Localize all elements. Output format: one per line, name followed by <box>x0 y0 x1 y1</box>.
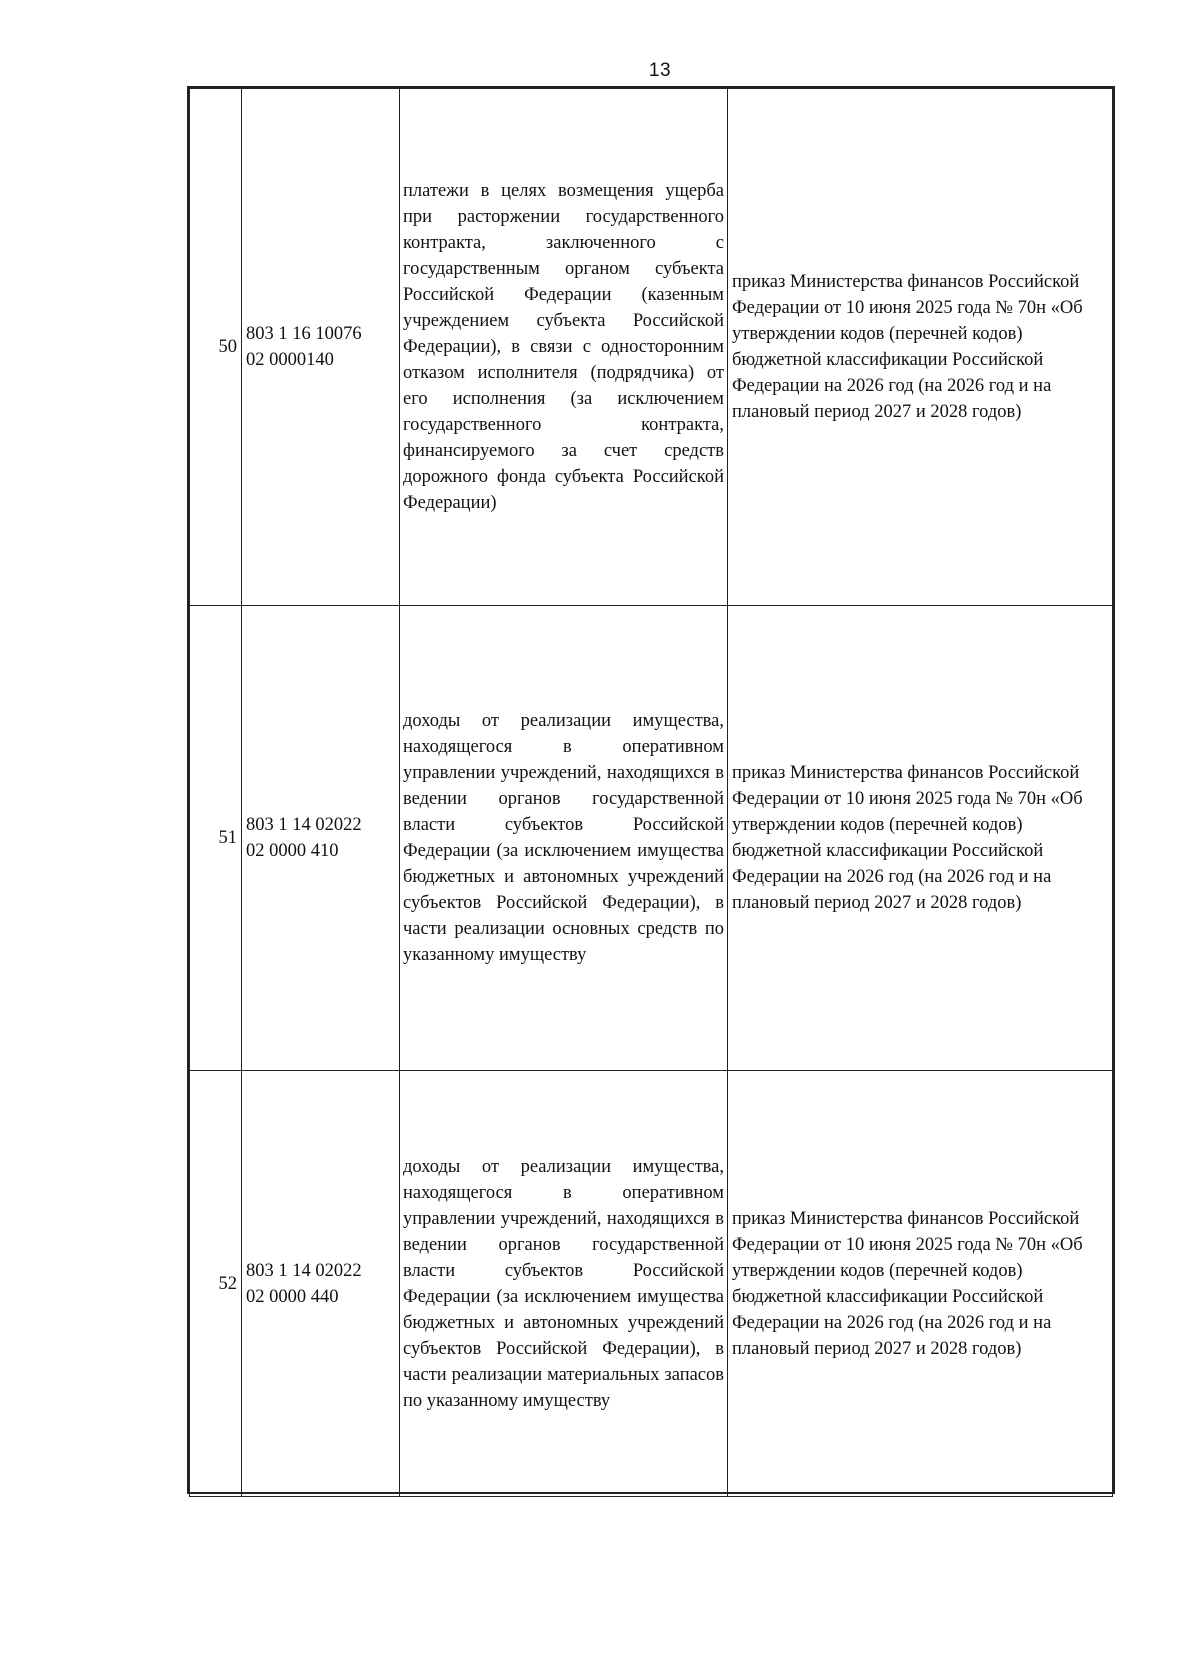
table-row <box>190 606 1113 1071</box>
budget-code-line-2: 02 0000140 <box>246 350 334 370</box>
budget-code <box>242 606 400 1071</box>
income-description-text: платежи в целях возмещения ущерба при расторжении государственного контракта, заключенного с государственным органом субъекта Российской Федерации (казенным учреждением субъекта Российской Федерации), в связи с односторонним отказом исполнителя (подрядчика) от его исполнения (за исключением государственного контракта, финансируемого за счет средств дорожного фонда субъекта Российской Федерации) <box>403 181 724 513</box>
budget-codes-table <box>187 86 1115 1494</box>
table-row <box>190 89 1113 606</box>
income-description-text: доходы от реализации имущества, находящегося в оперативном управлении учреждений, находящихся в ведении органов государственной власти субъектов Российской Федерации (за исключением имущества бюджетных и автономных учреждений субъектов Российской Федерации), в части реализации материальных запасов по указанному имуществу <box>403 1156 724 1411</box>
row-number: 52 <box>190 1071 242 1497</box>
income-description <box>400 1071 728 1497</box>
table <box>189 88 1113 1497</box>
income-description <box>400 606 728 1071</box>
table-row <box>190 1071 1113 1497</box>
income-description <box>400 89 728 606</box>
legal-basis: приказ Министерства финансов Российской Федерации от 10 июня 2025 года № 70н «Об утверждении кодов (перечней кодов) бюджетной классификации Российской Федерации на 2026 год (на 2026 год и на плановый период 2027 и 2028 годов) <box>728 1071 1113 1497</box>
page-number: 13 <box>648 60 672 81</box>
budget-code <box>242 89 400 606</box>
legal-basis: приказ Министерства финансов Российской Федерации от 10 июня 2025 года № 70н «Об утверждении кодов (перечней кодов) бюджетной классификации Российской Федерации на 2026 год (на 2026 год и на плановый период 2027 и 2028 годов) <box>728 606 1113 1071</box>
budget-code-line-1: 803 1 14 02022 <box>246 1260 362 1281</box>
row-number: 50 <box>190 89 242 606</box>
budget-code <box>242 1071 400 1497</box>
budget-code-line-2: 02 0000 440 <box>246 1286 339 1307</box>
budget-code-line-2: 02 0000 410 <box>246 841 339 861</box>
budget-code-line-1: 803 1 16 10076 <box>246 324 362 344</box>
budget-code-line-1: 803 1 14 02022 <box>246 815 362 835</box>
income-description-text: доходы от реализации имущества, находящегося в оперативном управлении учреждений, находящихся в ведении органов государственной власти субъектов Российской Федерации (за исключением имущества бюджетных и автономных учреждений субъектов Российской Федерации), в части реализации основных средств по указанному имуществу <box>403 711 724 965</box>
row-number: 51 <box>190 606 242 1071</box>
legal-basis: приказ Министерства финансов Российской Федерации от 10 июня 2025 года № 70н «Об утверждении кодов (перечней кодов) бюджетной классификации Российской Федерации на 2026 год (на 2026 год и на плановый период 2027 и 2028 годов) <box>728 89 1113 606</box>
